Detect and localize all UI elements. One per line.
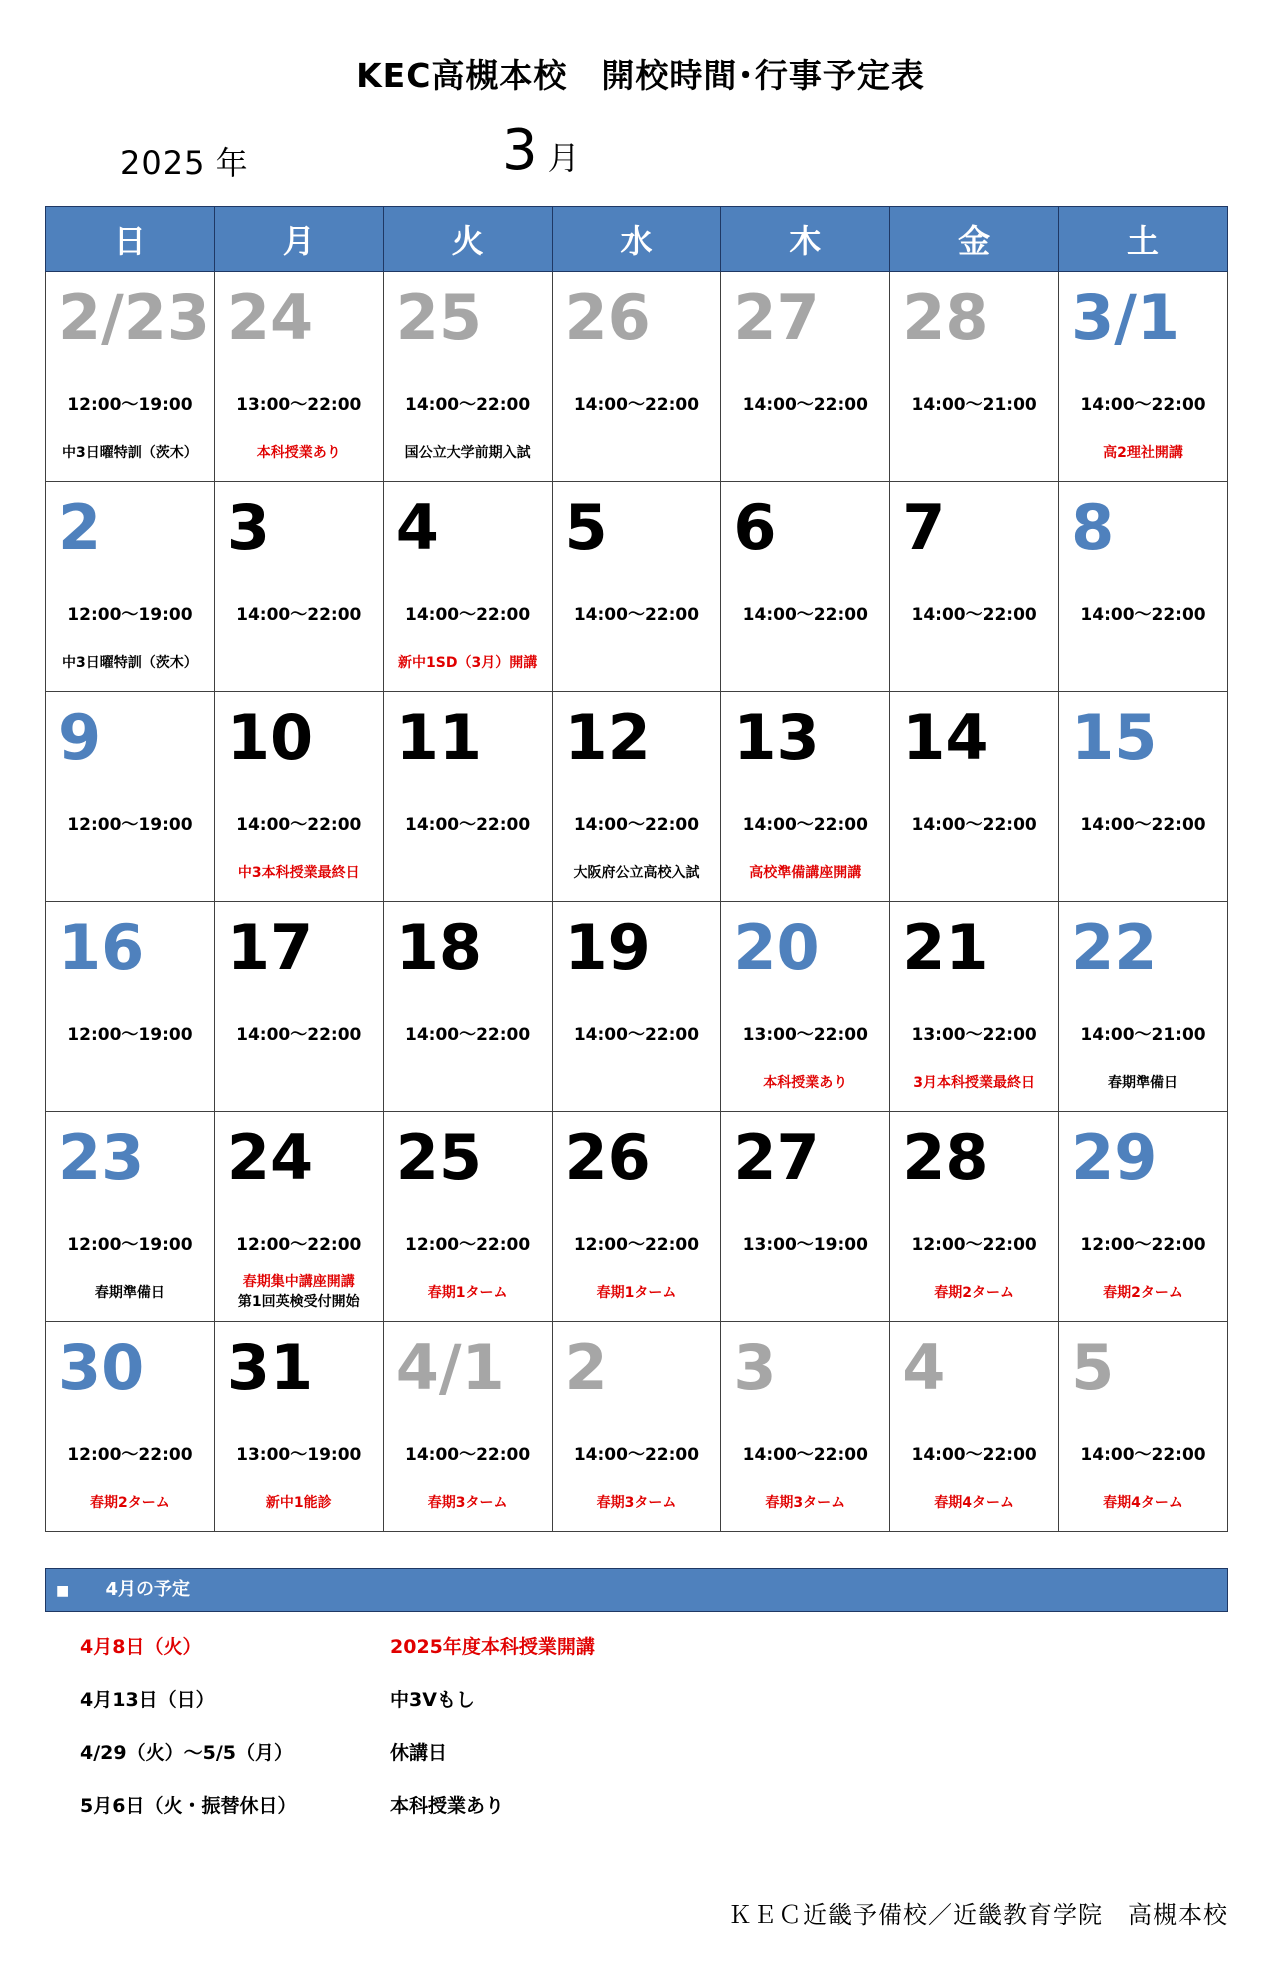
event-notes (384, 1280, 552, 1306)
event-date: 4月13日（日） (80, 1689, 215, 1711)
event-note: 第1回英検受付開始 (237, 1294, 360, 1310)
event-note: 中3日曜特訓（茨木） (62, 445, 198, 461)
event-notes (890, 1490, 1058, 1516)
calendar-day-cell (890, 272, 1059, 482)
event-note: 春期4ターム (934, 1495, 1015, 1511)
calendar-day-cell (552, 1322, 721, 1532)
calendar-day-cell (552, 482, 721, 692)
opening-hours: 14:00～22:00 (573, 605, 700, 625)
event-note: 春期1ターム (427, 1285, 508, 1301)
opening-hours: 14:00～22:00 (573, 1025, 700, 1045)
calendar-day-cell (214, 1322, 383, 1532)
calendar-day-cell (46, 1322, 215, 1532)
event-notes (721, 1490, 889, 1516)
april-event-row (80, 1685, 1180, 1738)
calendar-day-cell (46, 692, 215, 902)
day-number: 22 (1071, 911, 1158, 984)
opening-hours: 12:00～22:00 (1080, 1235, 1206, 1255)
calendar-day-cell (890, 482, 1059, 692)
calendar-day-cell (214, 902, 383, 1112)
event-notes (890, 1070, 1058, 1096)
calendar-day-cell (1059, 902, 1228, 1112)
day-number: 28 (902, 281, 989, 354)
calendar-week-row (46, 902, 1228, 1112)
event-notes (46, 650, 214, 676)
calendar-day-cell (721, 1112, 890, 1322)
weekday-header: 水 (552, 207, 721, 272)
calendar-week-row (46, 482, 1228, 692)
page-title: KEC高槻本校 開校時間･行事予定表 (356, 56, 925, 95)
day-number: 12 (564, 701, 651, 774)
opening-hours: 14:00～21:00 (911, 395, 1037, 415)
day-number: 19 (564, 911, 651, 984)
calendar-day-cell (552, 1112, 721, 1322)
year-value: 2025 (120, 144, 206, 182)
opening-hours: 14:00～22:00 (911, 815, 1037, 835)
opening-hours: 14:00～21:00 (1080, 1025, 1206, 1045)
calendar-day-cell (552, 272, 721, 482)
calendar-body (46, 272, 1228, 1532)
opening-hours: 14:00～22:00 (404, 815, 531, 835)
event-notes (553, 860, 721, 886)
opening-hours: 14:00～22:00 (1080, 815, 1206, 835)
day-number: 7 (902, 491, 946, 564)
event-notes (553, 1280, 721, 1306)
event-notes (384, 1490, 552, 1516)
day-number: 6 (733, 491, 777, 564)
event-notes (46, 1490, 214, 1516)
calendar-week-row (46, 272, 1228, 482)
calendar-week-row (46, 692, 1228, 902)
calendar-day-cell (46, 902, 215, 1112)
day-number: 30 (58, 1331, 145, 1404)
event-notes (384, 440, 552, 466)
calendar-day-cell (383, 1322, 552, 1532)
day-number: 2/23 (58, 281, 211, 354)
event-note: 大阪府公立高校入試 (573, 865, 700, 881)
day-number: 24 (226, 281, 314, 354)
day-number: 11 (395, 701, 482, 774)
opening-hours: 14:00～22:00 (236, 1025, 362, 1045)
weekday-header: 木 (721, 207, 890, 272)
calendar-day-cell (46, 482, 215, 692)
calendar-day-cell (890, 692, 1059, 902)
april-event-row (80, 1738, 1180, 1791)
opening-hours: 13:00～22:00 (236, 395, 362, 415)
footer-school-name: ＫＥＣ近畿予備校／近畿教育学院 高槻本校 (728, 1901, 1228, 1929)
day-number: 3/1 (1071, 281, 1180, 354)
event-notes (1059, 1490, 1227, 1516)
event-note: 春期集中講座開講 (242, 1274, 355, 1290)
opening-hours: 14:00～22:00 (742, 815, 868, 835)
calendar-day-cell (721, 1322, 890, 1532)
opening-hours: 12:00～19:00 (67, 395, 193, 415)
event-description: 2025年度本科授業開講 (390, 1636, 595, 1658)
event-notes (215, 440, 383, 466)
event-date: 4月8日（火） (80, 1636, 202, 1658)
april-schedule-title: 4月の予定 (105, 1579, 191, 1600)
opening-hours: 14:00～22:00 (404, 1025, 531, 1045)
opening-hours: 12:00～19:00 (67, 605, 193, 625)
day-number: 3 (226, 491, 270, 564)
calendar-week-row (46, 1322, 1228, 1532)
calendar-day-cell (552, 902, 721, 1112)
day-number: 16 (58, 911, 145, 984)
day-number: 13 (733, 701, 820, 774)
opening-hours: 14:00～22:00 (573, 815, 700, 835)
day-number: 24 (226, 1121, 314, 1194)
opening-hours: 12:00～22:00 (911, 1235, 1037, 1255)
event-description: 休講日 (390, 1742, 448, 1764)
opening-hours: 14:00～22:00 (1080, 395, 1206, 415)
event-note: 春期準備日 (94, 1285, 165, 1301)
april-schedule-header (45, 1568, 1228, 1612)
day-number: 18 (395, 911, 482, 984)
day-number: 15 (1071, 701, 1158, 774)
opening-hours: 14:00～22:00 (1080, 605, 1206, 625)
opening-hours: 12:00～22:00 (236, 1235, 362, 1255)
day-number: 26 (564, 1121, 651, 1194)
calendar-day-cell (1059, 272, 1228, 482)
day-number: 21 (902, 911, 989, 984)
event-note: 国公立大学前期入試 (404, 445, 531, 461)
day-number: 23 (58, 1121, 145, 1194)
april-event-row (80, 1791, 1180, 1844)
calendar-day-cell (721, 692, 890, 902)
opening-hours: 12:00～19:00 (67, 1025, 193, 1045)
calendar-day-cell (214, 692, 383, 902)
day-number: 4 (902, 1331, 946, 1404)
event-notes (215, 860, 383, 886)
day-number: 17 (226, 911, 314, 984)
event-note: 中3本科授業最終日 (237, 865, 360, 881)
event-note: 春期2ターム (934, 1285, 1015, 1301)
weekday-header: 土 (1059, 207, 1228, 272)
opening-hours: 14:00～22:00 (742, 605, 868, 625)
event-note: 春期1ターム (596, 1285, 677, 1301)
event-note: 本科授業あり (256, 445, 341, 461)
event-notes (721, 860, 889, 886)
event-notes (1059, 1070, 1227, 1096)
calendar-grid (45, 206, 1228, 1532)
year-unit: 年 (215, 144, 248, 182)
calendar-day-cell (214, 272, 383, 482)
day-number: 20 (733, 911, 820, 984)
calendar-day-cell (214, 1112, 383, 1322)
opening-hours: 13:00～22:00 (742, 1025, 868, 1045)
opening-hours: 14:00～22:00 (573, 395, 700, 415)
day-number: 5 (1071, 1331, 1115, 1404)
day-number: 2 (564, 1331, 608, 1404)
event-notes (1059, 440, 1227, 466)
calendar-day-cell (1059, 1112, 1228, 1322)
event-note: 春期4ターム (1103, 1495, 1183, 1511)
day-number: 27 (733, 281, 820, 354)
day-number: 4 (395, 491, 439, 564)
day-number: 10 (226, 701, 314, 774)
day-number: 25 (395, 1121, 482, 1194)
day-number: 28 (902, 1121, 989, 1194)
calendar-day-cell (1059, 692, 1228, 902)
day-number: 25 (395, 281, 482, 354)
event-date: 5月6日（火・振替休日） (80, 1795, 297, 1817)
event-notes (215, 1272, 383, 1312)
event-note: 春期2ターム (90, 1495, 170, 1511)
calendar-day-cell (46, 272, 215, 482)
event-note: 春期2ターム (1103, 1285, 1183, 1301)
opening-hours: 14:00～22:00 (236, 815, 362, 835)
month-label (502, 118, 580, 183)
day-number: 29 (1071, 1121, 1158, 1194)
event-note: 春期3ターム (427, 1495, 508, 1511)
day-number: 9 (58, 701, 102, 774)
calendar-week-row (46, 1112, 1228, 1322)
event-notes (384, 650, 552, 676)
day-number: 5 (564, 491, 608, 564)
weekday-header: 火 (383, 207, 552, 272)
opening-hours: 12:00～22:00 (404, 1235, 531, 1255)
calendar-day-cell (383, 482, 552, 692)
event-notes (553, 1490, 721, 1516)
event-note: 春期3ターム (765, 1495, 846, 1511)
opening-hours: 13:00～19:00 (742, 1235, 868, 1255)
event-notes (1059, 1280, 1227, 1306)
day-number: 2 (58, 491, 102, 564)
opening-hours: 14:00～22:00 (742, 395, 868, 415)
event-note: 中3日曜特訓（茨木） (62, 655, 198, 671)
opening-hours: 14:00～22:00 (1080, 1445, 1206, 1465)
opening-hours: 12:00～22:00 (573, 1235, 700, 1255)
event-notes (215, 1490, 383, 1516)
calendar-day-cell (214, 482, 383, 692)
calendar-day-cell (383, 272, 552, 482)
event-description: 本科授業あり (390, 1795, 505, 1817)
calendar-day-cell (1059, 1322, 1228, 1532)
opening-hours: 13:00～22:00 (911, 1025, 1037, 1045)
day-number: 8 (1071, 491, 1115, 564)
calendar-day-cell (721, 272, 890, 482)
opening-hours: 13:00～19:00 (236, 1445, 362, 1465)
event-note: 高校準備講座開講 (749, 865, 862, 881)
opening-hours: 14:00～22:00 (742, 1445, 868, 1465)
april-events-list (80, 1632, 1180, 1844)
event-note: 本科授業あり (763, 1075, 848, 1091)
calendar-day-cell (46, 1112, 215, 1322)
event-note: 3月本科授業最終日 (913, 1075, 1036, 1091)
opening-hours: 12:00～22:00 (67, 1445, 193, 1465)
event-notes (890, 1280, 1058, 1306)
year-label (120, 138, 248, 184)
weekday-header-row (46, 207, 1228, 272)
calendar-day-cell (721, 902, 890, 1112)
weekday-header: 月 (214, 207, 383, 272)
calendar-day-cell (383, 692, 552, 902)
april-event-row (80, 1632, 1180, 1685)
event-note: 新中1SD（3月）開講 (398, 655, 538, 671)
calendar-day-cell (383, 1112, 552, 1322)
calendar-day-cell (721, 482, 890, 692)
day-number: 14 (902, 701, 989, 774)
event-notes (46, 440, 214, 466)
calendar-day-cell (552, 692, 721, 902)
opening-hours: 14:00～22:00 (404, 1445, 531, 1465)
calendar-day-cell (890, 1322, 1059, 1532)
opening-hours: 14:00～22:00 (911, 1445, 1037, 1465)
day-number: 26 (564, 281, 651, 354)
weekday-header: 日 (46, 207, 215, 272)
calendar-day-cell (1059, 482, 1228, 692)
opening-hours: 14:00～22:00 (573, 1445, 700, 1465)
month-unit: 月 (547, 139, 580, 177)
opening-hours: 14:00～22:00 (404, 395, 531, 415)
opening-hours: 12:00～19:00 (67, 815, 193, 835)
bullet-square: ■ (56, 1583, 70, 1599)
calendar-day-cell (890, 1112, 1059, 1322)
event-note: 春期準備日 (1108, 1075, 1179, 1091)
opening-hours: 14:00～22:00 (404, 605, 531, 625)
day-number: 3 (733, 1331, 777, 1404)
day-number: 27 (733, 1121, 820, 1194)
day-number: 4/1 (395, 1331, 505, 1404)
event-notes (46, 1280, 214, 1306)
event-description: 中3Vもし (390, 1689, 475, 1711)
day-number: 31 (226, 1331, 314, 1404)
event-date: 4/29（火）～5/5（月） (80, 1742, 293, 1764)
event-note: 春期3ターム (596, 1495, 677, 1511)
opening-hours: 14:00～22:00 (911, 605, 1037, 625)
calendar-day-cell (890, 902, 1059, 1112)
opening-hours: 12:00～19:00 (67, 1235, 193, 1255)
event-notes (721, 1070, 889, 1096)
calendar-day-cell (383, 902, 552, 1112)
month-value: 3 (502, 118, 538, 183)
event-note: 新中1能診 (265, 1495, 332, 1511)
event-note: 高2理社開講 (1103, 445, 1183, 461)
weekday-header: 金 (890, 207, 1059, 272)
opening-hours: 14:00～22:00 (236, 605, 362, 625)
